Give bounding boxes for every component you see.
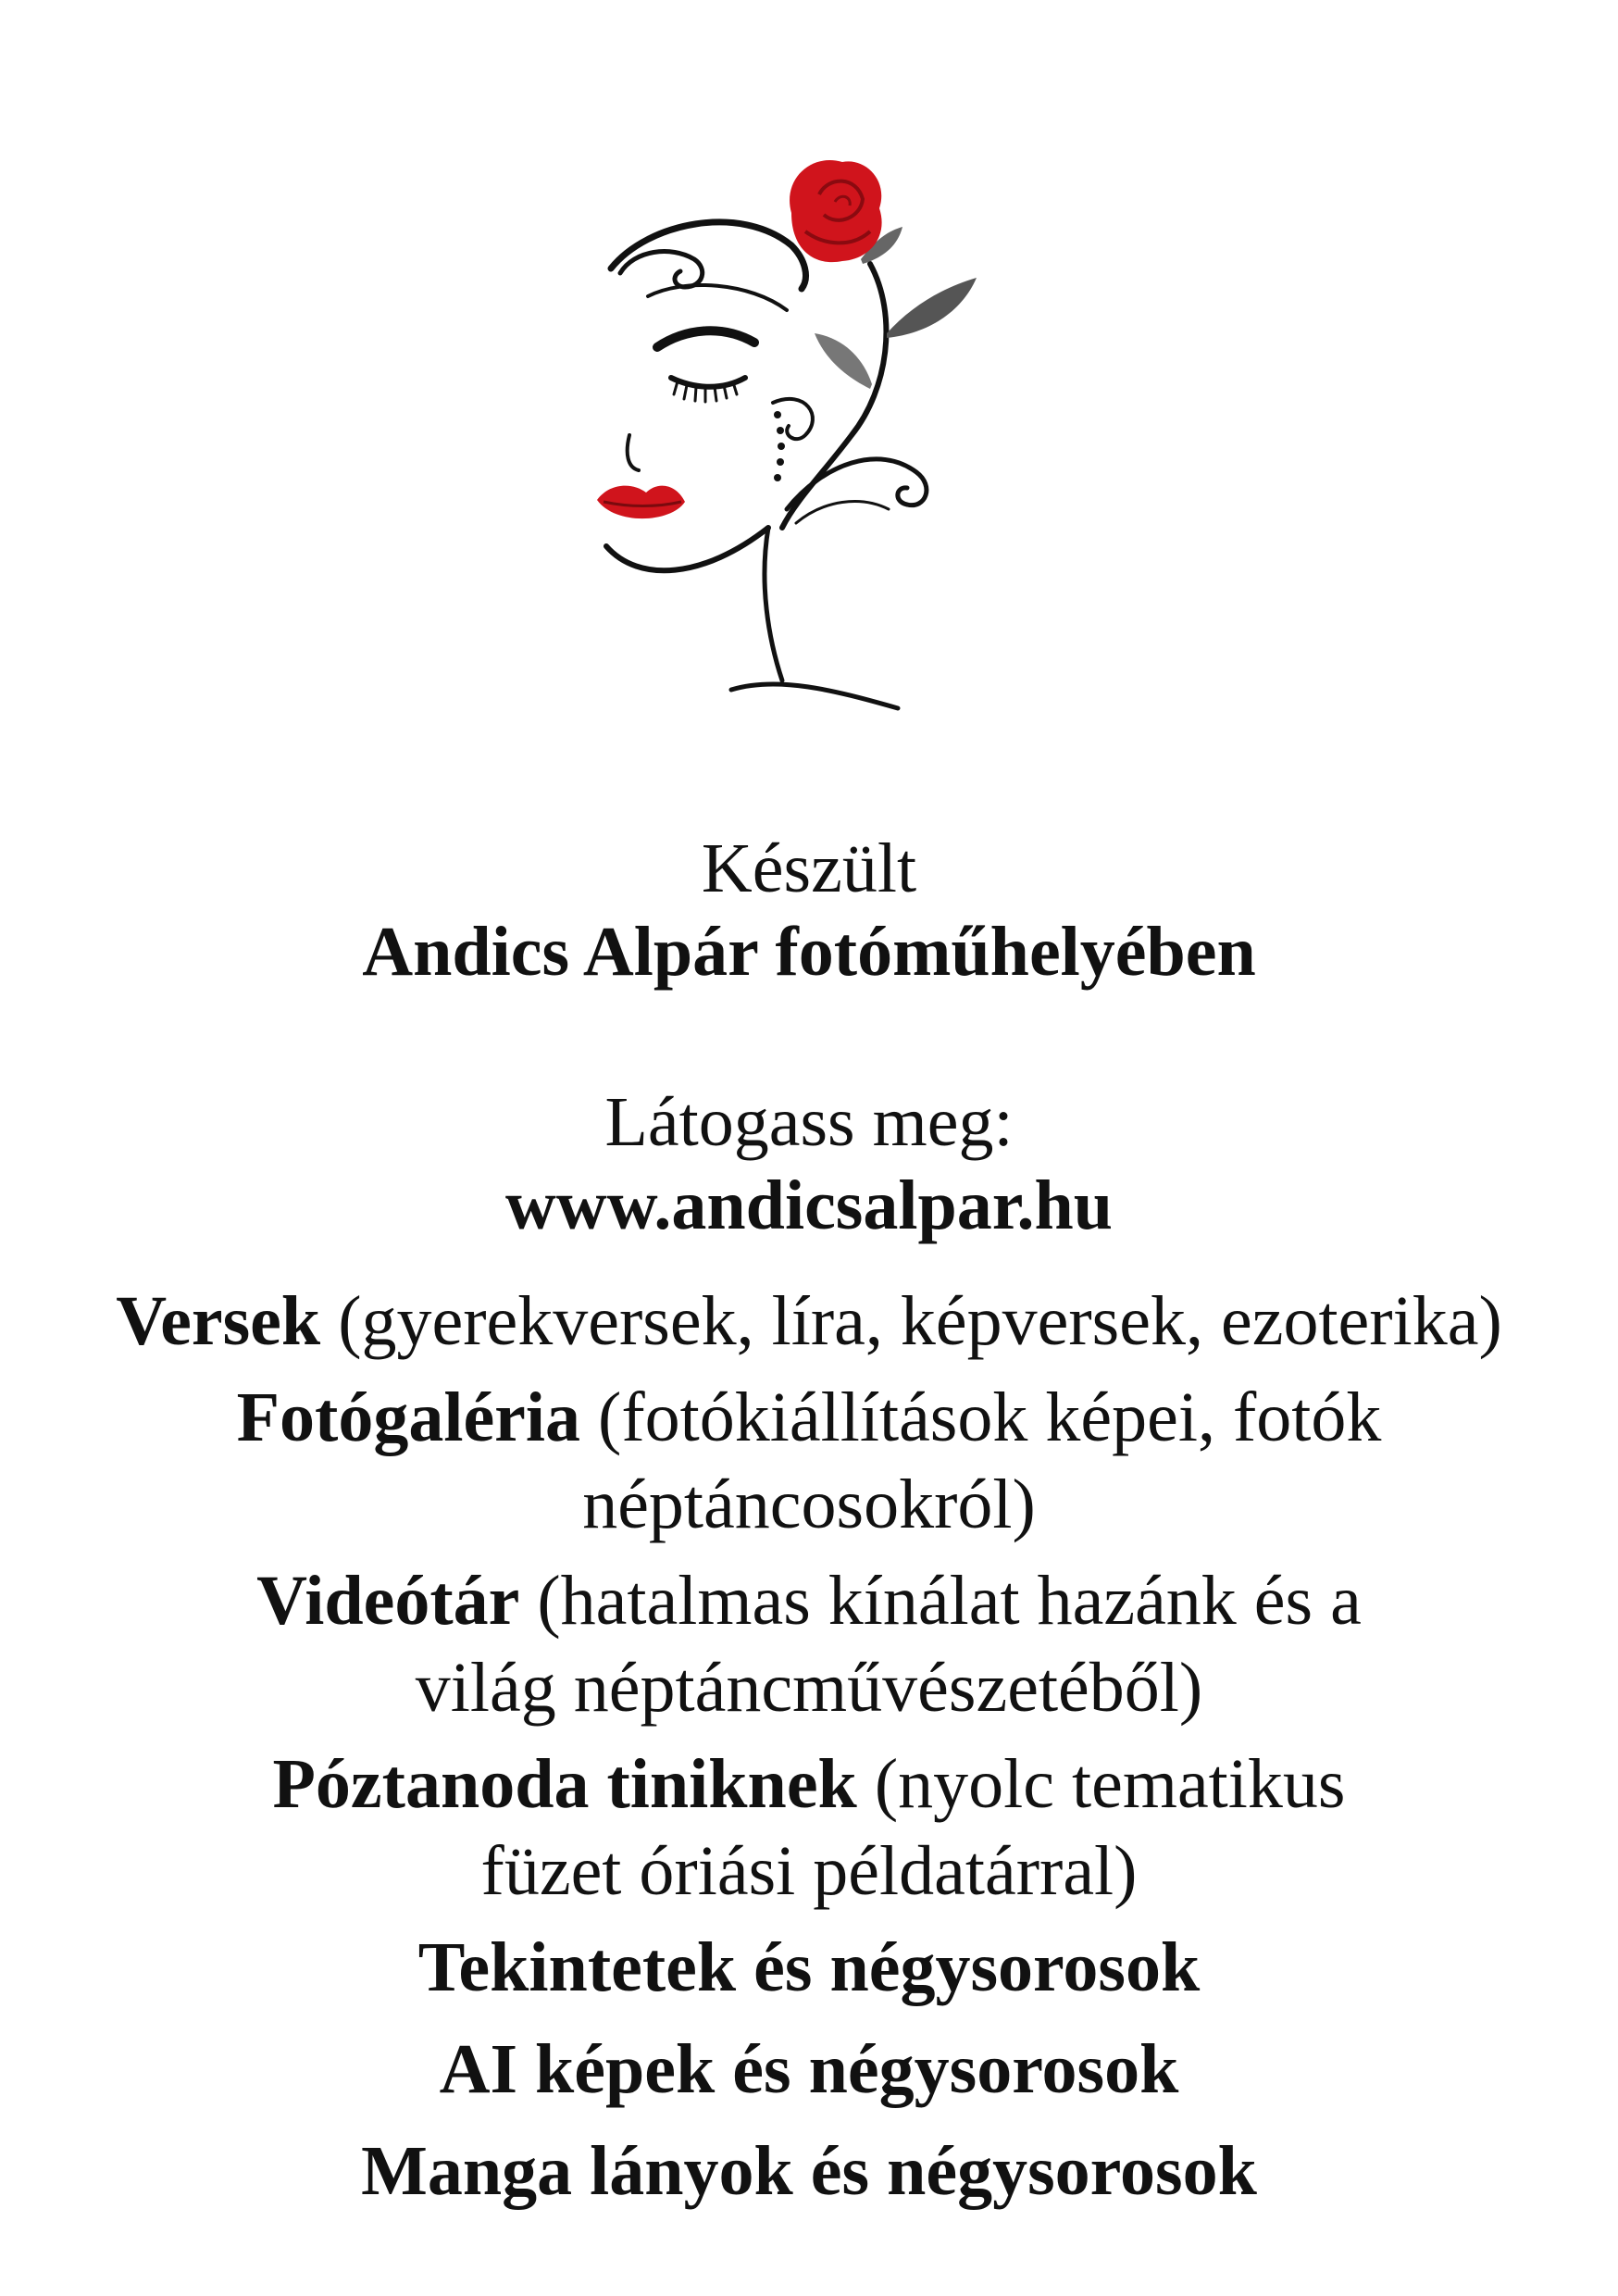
section-description: (gyerekversek, líra, képversek, ezoterika) bbox=[338, 1282, 1502, 1360]
section-fotogaleria bbox=[207, 1374, 1411, 1548]
section-tekintetek: Tekintetek és négysorosok bbox=[417, 1928, 1201, 2006]
section-title: Póztanoda tiniknek bbox=[272, 1745, 857, 1823]
visit-intro-text: Látogass meg: bbox=[604, 1083, 1014, 1161]
website-url: www.andicsalpar.hu bbox=[504, 1167, 1114, 1244]
site-sections-list bbox=[74, 1278, 1544, 2215]
section-description: (fotókiállítások képei, fotók néptáncosokról) bbox=[582, 1379, 1382, 1543]
photographer-studio-name: Andics Alpár fotóműhelyében bbox=[362, 913, 1256, 991]
section-manga-lanyok: Manga lányok és négysorosok bbox=[361, 2132, 1257, 2210]
woman-rose-logo-illustration bbox=[592, 157, 1027, 713]
section-title: Versek bbox=[116, 1282, 321, 1360]
section-description: (nyolc tematikus füzet óriási példatárral) bbox=[480, 1745, 1346, 1910]
section-ai-kepek: AI képek és négysorosok bbox=[439, 2030, 1179, 2108]
section-description: (hatalmas kínálat hazánk és a világ néptáncművészetéből) bbox=[415, 1562, 1362, 1727]
section-title: Fotógaléria bbox=[236, 1379, 581, 1456]
credits-block bbox=[74, 830, 1544, 2229]
section-poztanoda bbox=[207, 1741, 1411, 1915]
section-title: Videótár bbox=[256, 1562, 520, 1640]
section-videotar bbox=[207, 1557, 1411, 1731]
credit-intro-text: Készült bbox=[701, 830, 917, 907]
section-versek bbox=[74, 1278, 1544, 1365]
